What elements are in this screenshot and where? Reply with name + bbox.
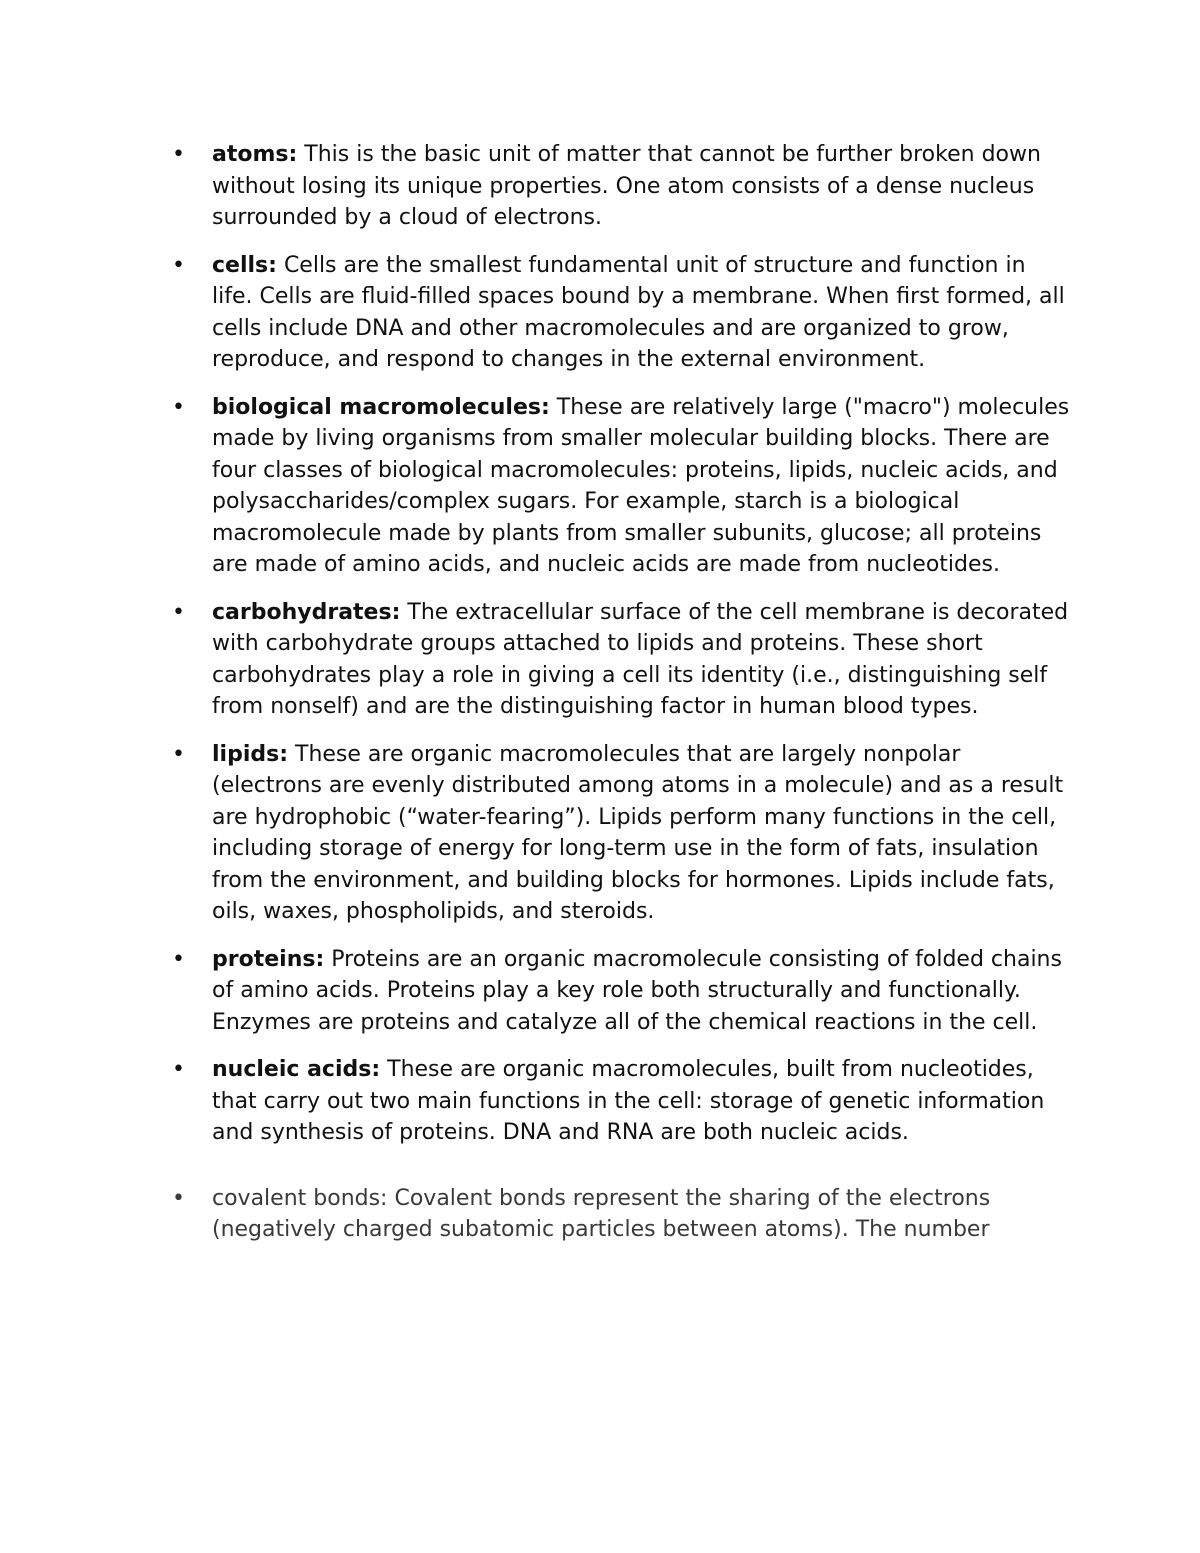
list-item — [172, 250, 1072, 376]
term-label: carbohydrates: — [212, 599, 401, 625]
definition-text: This is the basic unit of matter that cannot be further broken down without losing its unique properties. One atom consists of a dense nucleus surrounded by a cloud of electrons. — [212, 142, 1041, 230]
definition-text: Cells are the smallest fundamental unit of structure and function in life. Cells are fluid-filled spaces bound by a membrane. When first formed, all cells include DNA and other macromolecules and are organized to grow, reproduce, and respond to changes in the external environment. — [212, 252, 1065, 372]
definition-text: Covalent bonds represent the sharing of the electrons (negatively charged subatomic particles between atoms). The number — [212, 1185, 991, 1242]
term-label: nucleic acids: — [212, 1057, 381, 1082]
bullet-icon: • — [172, 1057, 185, 1082]
list-item — [172, 944, 1072, 1039]
bullet-icon: • — [172, 394, 185, 420]
bullet-icon: • — [172, 741, 185, 767]
list-item — [172, 739, 1072, 928]
term-label: atoms: — [212, 142, 298, 167]
list-item — [172, 1054, 1072, 1149]
bullet-icon: • — [172, 946, 185, 972]
list-item — [172, 1183, 1072, 1246]
bullet-icon: • — [172, 252, 185, 278]
term-label: proteins: — [212, 946, 325, 972]
term-label: cells: — [212, 252, 277, 278]
definition-text: Proteins are an organic macromolecule consisting of folded chains of amino acids. Proteins play a key role both structurally and functionally. Enzymes are proteins and catalyze all of the chemical reactions in the cell. — [212, 946, 1062, 1035]
definition-text: These are organic macromolecules, built from nucleotides, that carry out two main functions in the cell: storage of genetic information and synthesis of proteins. DNA and RNA are both nucleic acids. — [212, 1057, 1045, 1145]
bullet-icon: • — [172, 142, 185, 167]
term-label: biological macromolecules: — [212, 394, 550, 420]
list-item — [172, 392, 1072, 581]
definition-text: The extracellular surface of the cell membrane is decorated with carbohydrate groups attached to lipids and proteins. These short carbohydrates play a role in giving a cell its identity (i.e., distinguishing self from nonself) and are the distinguishing factor in human blood types. — [212, 599, 1069, 719]
list-item — [172, 139, 1072, 234]
bullet-icon: • — [172, 599, 185, 625]
list-item — [172, 597, 1072, 723]
term-label: covalent bonds: — [212, 1185, 388, 1211]
definition-text: These are organic macromolecules that are largely nonpolar (electrons are evenly distributed among atoms in a molecule) and as a result are hydrophobic (“water-fearing”). Lipids perform many functions in the cell, including storage of energy for long-term use in the form of fats, insulation from the environment, and building blocks for hormones. Lipids include fats, oils, waxes, phospholipids, and steroids. — [212, 741, 1064, 924]
term-label: lipids: — [212, 741, 289, 767]
definition-text: These are relatively large ("macro") molecules made by living organisms from smaller molecular building blocks. There are four classes of biological macromolecules: proteins, lipids, nucleic acids, and polysaccharides/complex sugars. For example, starch is a biological macromolecule made by plants from smaller subunits, glucose; all proteins are made of amino acids, and nucleic acids are made from nucleotides. — [212, 394, 1070, 577]
glossary-list — [172, 139, 1072, 1262]
bullet-icon: • — [172, 1185, 185, 1211]
